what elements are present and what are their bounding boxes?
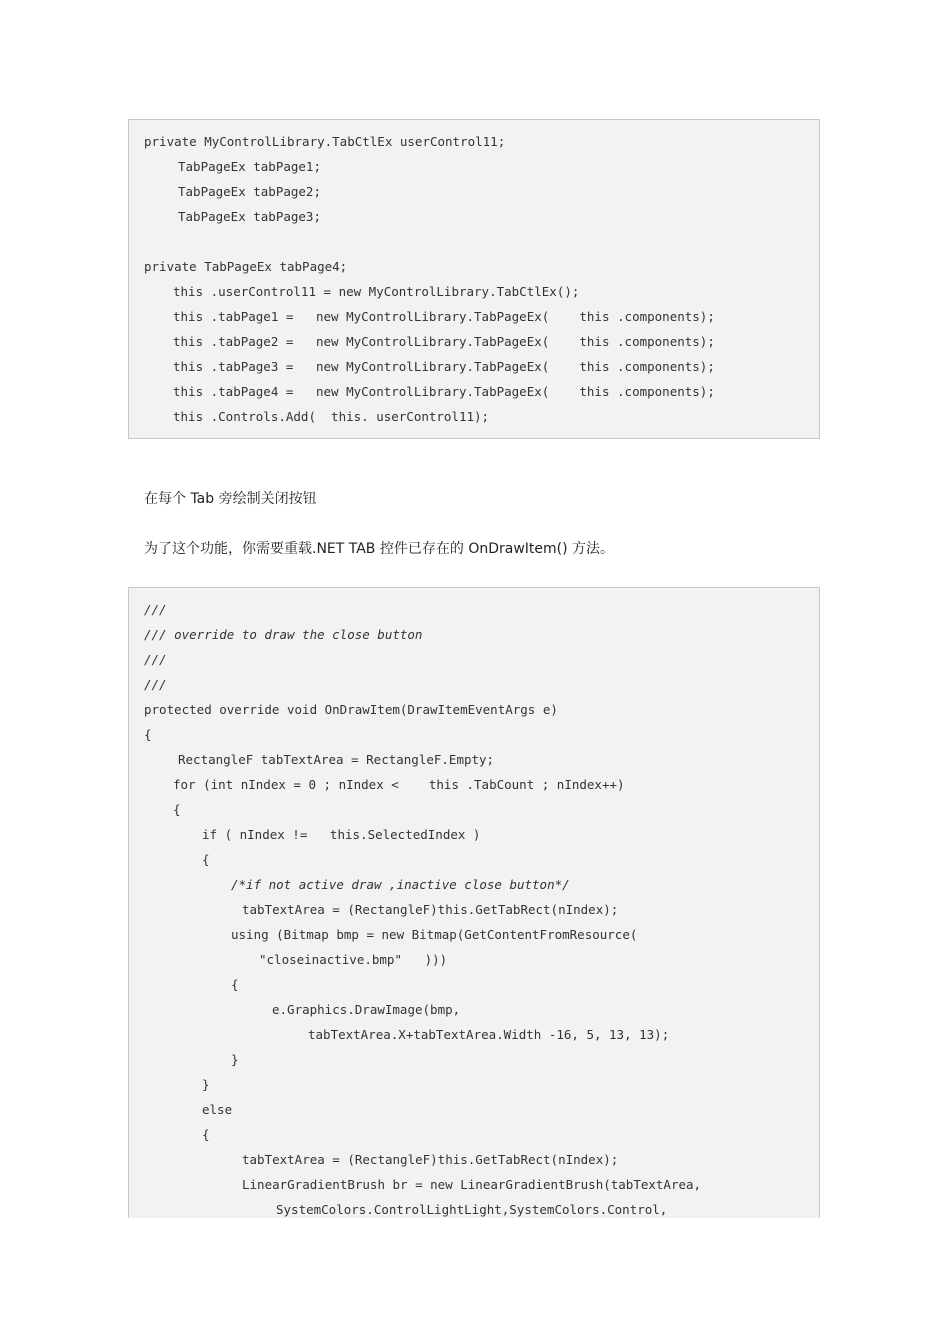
code-line: TabPageEx tabPage2; xyxy=(178,184,321,199)
code-line: { xyxy=(202,852,210,867)
code-line: SystemColors.ControlLightLight,SystemColors.Control, xyxy=(276,1202,668,1217)
code-comment-line: /// xyxy=(144,652,167,667)
code-line: "closeinactive.bmp" ))) xyxy=(259,952,448,967)
code-line: { xyxy=(144,727,152,742)
code-line: tabTextArea = (RectangleF)this.GetTabRect(nIndex); xyxy=(242,1152,619,1167)
code-line: tabTextArea = (RectangleF)this.GetTabRect(nIndex); xyxy=(242,902,619,917)
code-line: } xyxy=(202,1077,210,1092)
code-line: else xyxy=(202,1102,233,1117)
code-line: tabTextArea.X+tabTextArea.Width -16, 5, 13, 13); xyxy=(308,1027,670,1042)
code-comment-line: /// xyxy=(144,677,167,692)
code-line: { xyxy=(231,977,239,992)
code-line: e.Graphics.DrawImage(bmp, xyxy=(272,1002,461,1017)
code-line: RectangleF tabTextArea = RectangleF.Empty; xyxy=(178,752,495,767)
code-line: this .tabPage2 = new MyControlLibrary.TabPageEx( this .components); xyxy=(173,334,715,349)
body-paragraph: 为了这个功能，你需要重载.NET TAB 控件已存在的 OnDrawItem() 方法。 xyxy=(144,541,615,557)
code-comment-line: /*if not active draw ,inactive close button*/ xyxy=(231,877,570,892)
code-line: this .Controls.Add( this. userControl11); xyxy=(173,409,490,424)
code-line: } xyxy=(231,1052,239,1067)
code-line: using (Bitmap bmp = new Bitmap(GetContentFromResource( xyxy=(231,927,638,942)
code-line: this .tabPage4 = new MyControlLibrary.TabPageEx( this .components); xyxy=(173,384,715,399)
code-line: for (int nIndex = 0 ; nIndex < this .TabCount ; nIndex++) xyxy=(173,777,625,792)
code-comment-line: /// override to draw the close button xyxy=(144,627,423,642)
code-line: this .tabPage3 = new MyControlLibrary.TabPageEx( this .components); xyxy=(173,359,715,374)
code-line: if ( nIndex != this.SelectedIndex ) xyxy=(202,827,481,842)
code-line: this .tabPage1 = new MyControlLibrary.TabPageEx( this .components); xyxy=(173,309,715,324)
code-line: TabPageEx tabPage1; xyxy=(178,159,321,174)
code-line: private MyControlLibrary.TabCtlEx userControl11; xyxy=(144,134,506,149)
code-line: private TabPageEx tabPage4; xyxy=(144,259,348,274)
code-line: { xyxy=(202,1127,210,1142)
section-heading: 在每个 Tab 旁绘制关闭按钮 xyxy=(144,491,317,507)
code-line: TabPageEx tabPage3; xyxy=(178,209,321,224)
code-comment-line: /// xyxy=(144,602,167,617)
code-line: protected override void OnDrawItem(DrawItemEventArgs e) xyxy=(144,702,558,717)
code-line: { xyxy=(173,802,181,817)
code-line: LinearGradientBrush br = new LinearGradientBrush(tabTextArea, xyxy=(242,1177,702,1192)
code-line: this .userControl11 = new MyControlLibrary.TabCtlEx(); xyxy=(173,284,580,299)
